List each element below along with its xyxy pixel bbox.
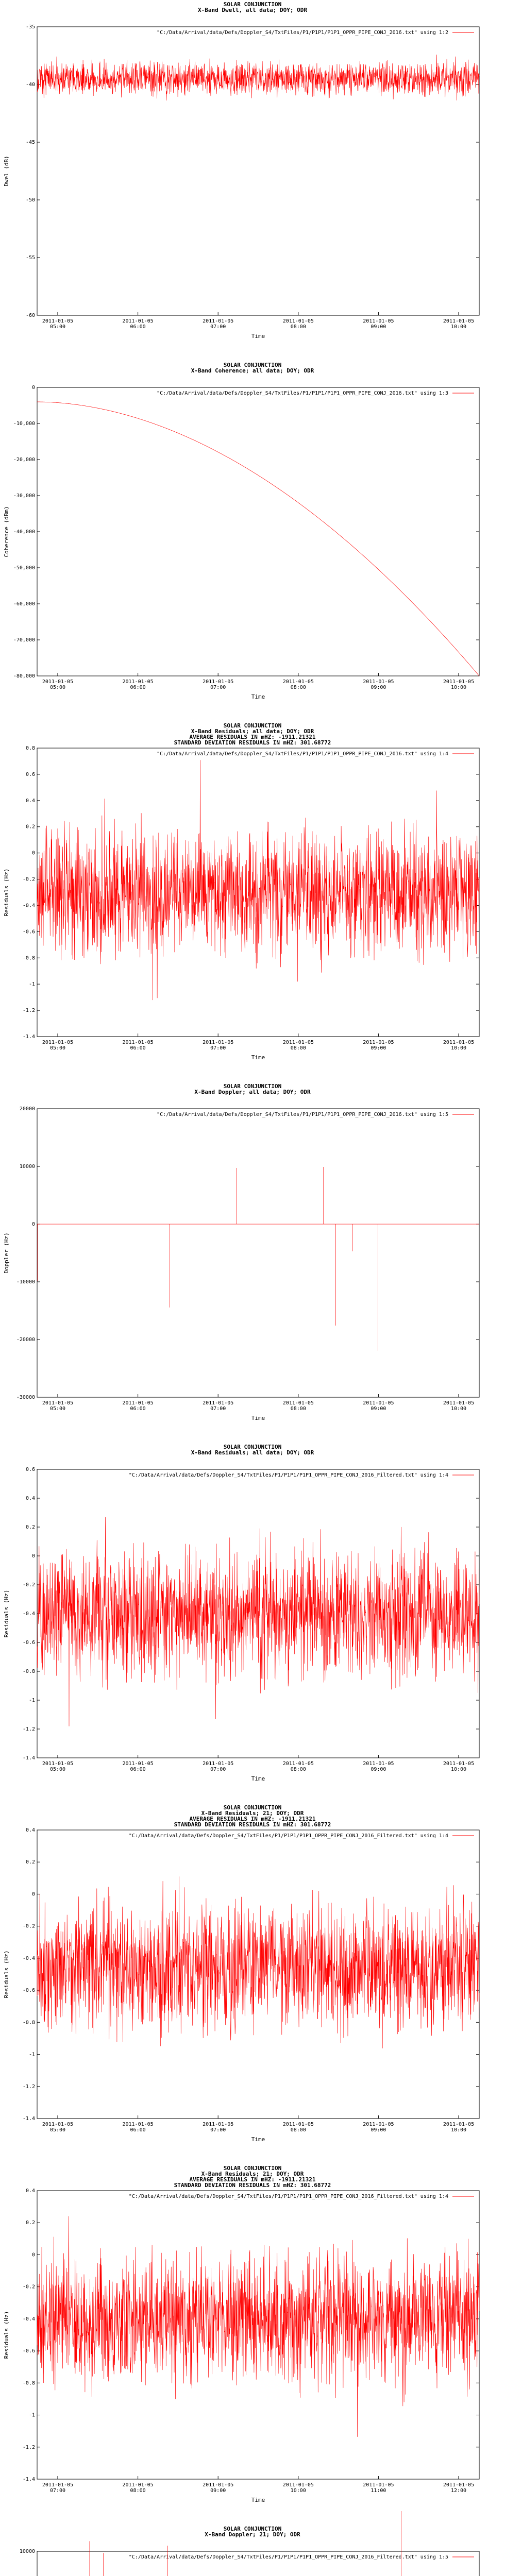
x-tick-label: 2011-01-05: [42, 1761, 74, 1767]
y-tick-label: 0.6: [25, 1467, 35, 1472]
chart-title: AVERAGE RESIDUALS IN mHZ: -1911.21321: [189, 734, 316, 740]
y-tick-label: 0.4: [25, 2188, 35, 2194]
y-tick-label: 0.8: [25, 745, 35, 751]
x-tick-label: 07:00: [49, 2488, 66, 2494]
chart-svg: [0, 1803, 505, 2164]
chart-title: AVERAGE RESIDUALS IN mHZ: -1911.21321: [189, 1816, 316, 1822]
y-tick-label: -20,000: [13, 457, 35, 463]
chart-svg: [0, 361, 505, 721]
y-tick-label: 0: [31, 1553, 35, 1559]
y-tick-label: 20000: [19, 1106, 35, 1112]
x-tick-label: 06:00: [130, 1045, 146, 1051]
y-tick-label: 10000: [19, 1164, 35, 1170]
chart-svg: [0, 0, 505, 361]
x-axis-label: Time: [251, 2497, 265, 2503]
chart-svg: [0, 1443, 505, 1803]
y-tick-label: -45: [25, 140, 35, 145]
y-tick-label: -1.4: [22, 1755, 35, 1761]
x-tick-label: 2011-01-05: [282, 318, 314, 324]
y-tick-label: -0.8: [22, 1669, 35, 1674]
legend-label: "C:/Data/Arrival/data/Defs/Doppler_S4/TxtFiles/P1/P1P1/P1P1_OPPR_PIPE_CONJ_2016_Filtered.txt" using 1:4: [128, 2194, 448, 2199]
x-tick-label: 10:00: [290, 2488, 306, 2494]
series-line: [37, 1167, 479, 1351]
x-tick-label: 2011-01-05: [203, 1400, 234, 1406]
y-tick-label: -30,000: [13, 493, 35, 499]
plot-frame: [37, 27, 479, 315]
x-tick-label: 2011-01-05: [363, 318, 394, 324]
series-line: [37, 402, 479, 676]
y-tick-label: -0.8: [22, 2380, 35, 2386]
x-tick-label: 05:00: [49, 324, 66, 330]
series-line: [37, 1517, 479, 1726]
series-line: [37, 55, 479, 100]
plot-frame: [37, 387, 479, 676]
chart-title: SOLAR CONJUNCTION: [223, 2165, 282, 2172]
chart-title: SOLAR CONJUNCTION: [223, 2526, 282, 2532]
chart-title: X-Band Residuals; all data; DOY; ODR: [191, 1449, 314, 1456]
y-tick-label: -0.4: [22, 2316, 35, 2322]
x-tick-label: 08:00: [290, 1406, 306, 1412]
chart-title: X-Band Doppler; all data; DOY; ODR: [194, 1089, 311, 1095]
x-tick-label: 2011-01-05: [122, 318, 154, 324]
x-tick-label: 10:00: [450, 1045, 467, 1051]
y-axis-label: Residuals (Hz): [3, 2311, 10, 2359]
chart-title: AVERAGE RESIDUALS IN mHZ: -1911.21321: [189, 2176, 316, 2183]
y-tick-label: -10000: [16, 1279, 35, 1285]
chart-panel: [0, 1443, 505, 1803]
y-tick-label: 0: [31, 1891, 35, 1897]
x-tick-label: 07:00: [210, 1767, 226, 1772]
x-axis-label: Time: [251, 693, 265, 700]
x-tick-label: 08:00: [290, 2127, 306, 2133]
x-tick-label: 08:00: [290, 1767, 306, 1772]
chart-title: X-Band Residuals; 21; DOY; ODR: [201, 2171, 304, 2177]
x-axis-label: Time: [251, 333, 265, 340]
y-tick-label: -0.6: [22, 2348, 35, 2354]
y-tick-label: -0.6: [22, 1640, 35, 1646]
y-tick-label: -1.4: [22, 1034, 35, 1040]
chart-panel: [0, 2164, 505, 2524]
chart-panel: [0, 361, 505, 721]
x-tick-label: 10:00: [450, 1767, 467, 1772]
chart-title: X-Band Doppler; 21; DOY; ODR: [205, 2531, 300, 2538]
y-tick-label: -1: [28, 2052, 35, 2058]
x-tick-label: 07:00: [210, 1045, 226, 1051]
x-tick-label: 05:00: [49, 1406, 66, 1412]
x-tick-label: 2011-01-05: [282, 2122, 314, 2127]
x-tick-label: 2011-01-05: [42, 1400, 74, 1406]
x-tick-label: 2011-01-05: [282, 1400, 314, 1406]
x-tick-label: 2011-01-05: [203, 2482, 234, 2488]
x-axis-label: Time: [251, 2136, 265, 2143]
chart-title: STANDARD DEVIATION RESIDUALS IN mHZ: 301.68772: [174, 2182, 331, 2189]
x-tick-label: 2011-01-05: [282, 1040, 314, 1045]
y-tick-label: -1.2: [22, 1008, 35, 1014]
x-tick-label: 05:00: [49, 1045, 66, 1051]
x-tick-label: 2011-01-05: [122, 1400, 154, 1406]
x-tick-label: 2011-01-05: [122, 2482, 154, 2488]
chart-title: STANDARD DEVIATION RESIDUALS IN mHZ: 301.68772: [174, 1821, 331, 1828]
x-tick-label: 09:00: [371, 685, 386, 690]
y-tick-label: -0.4: [22, 1611, 35, 1617]
legend-label: "C:/Data/Arrival/data/Defs/Doppler_S4/TxtFiles/P1/P1P1/P1P1_OPPR_PIPE_CONJ_2016.txt" using 1:2: [157, 30, 448, 36]
x-tick-label: 05:00: [49, 2127, 66, 2133]
x-tick-label: 12:00: [450, 2488, 467, 2494]
x-tick-label: 07:00: [210, 685, 226, 690]
y-tick-label: -0.8: [22, 955, 35, 961]
y-tick-label: -0.6: [22, 929, 35, 935]
x-tick-label: 06:00: [130, 1767, 146, 1772]
y-tick-label: -70,000: [13, 637, 35, 643]
x-tick-label: 2011-01-05: [443, 1040, 475, 1045]
chart-title: X-Band Dwell, all data; DOY; ODR: [198, 7, 307, 13]
y-tick-label: -35: [25, 24, 35, 30]
x-tick-label: 2011-01-05: [122, 1761, 154, 1767]
y-tick-label: -1.4: [22, 2477, 35, 2482]
y-tick-label: 0: [31, 1222, 35, 1227]
x-tick-label: 06:00: [130, 1406, 146, 1412]
x-tick-label: 2011-01-05: [443, 318, 475, 324]
y-tick-label: 0.2: [25, 2220, 35, 2226]
x-tick-label: 05:00: [49, 685, 66, 690]
chart-title: SOLAR CONJUNCTION: [223, 1083, 282, 1090]
x-tick-label: 09:00: [371, 1045, 386, 1051]
x-tick-label: 08:00: [290, 324, 306, 330]
y-tick-label: -10,000: [13, 421, 35, 427]
y-tick-label: -40: [25, 82, 35, 88]
x-tick-label: 09:00: [371, 1767, 386, 1772]
x-tick-label: 2011-01-05: [282, 679, 314, 685]
y-tick-label: 0.4: [25, 1496, 35, 1501]
x-tick-label: 06:00: [130, 324, 146, 330]
series-line: [37, 2216, 479, 2437]
x-tick-label: 2011-01-05: [42, 679, 74, 685]
y-tick-label: -1: [28, 1698, 35, 1703]
chart-svg: [0, 2524, 505, 2576]
legend-label: "C:/Data/Arrival/data/Defs/Doppler_S4/TxtFiles/P1/P1P1/P1P1_OPPR_PIPE_CONJ_2016_Filtered.txt" using 1:4: [128, 1472, 448, 1478]
y-tick-label: -0.4: [22, 1955, 35, 1961]
x-tick-label: 08:00: [130, 2488, 146, 2494]
chart-title: SOLAR CONJUNCTION: [223, 1804, 282, 1811]
y-tick-label: 0.4: [25, 1827, 35, 1833]
y-tick-label: -0.2: [22, 2284, 35, 2290]
y-tick-label: -80,000: [13, 673, 35, 679]
y-tick-label: -1.4: [22, 2116, 35, 2122]
x-tick-label: 2011-01-05: [282, 2482, 314, 2488]
x-tick-label: 2011-01-05: [443, 2482, 475, 2488]
x-tick-label: 06:00: [130, 685, 146, 690]
y-tick-label: 10000: [19, 2549, 35, 2554]
y-axis-label: Residuals (Hz): [3, 868, 10, 917]
chart-title: X-Band Residuals; all data; DOY; ODR: [191, 728, 314, 735]
y-tick-label: -1.2: [22, 1726, 35, 1732]
x-axis-label: Time: [251, 1054, 265, 1061]
x-tick-label: 2011-01-05: [203, 679, 234, 685]
chart-title: X-Band Coherence; all data; DOY; ODR: [191, 367, 314, 374]
x-tick-label: 05:00: [49, 1767, 66, 1772]
chart-title: SOLAR CONJUNCTION: [223, 362, 282, 368]
y-tick-label: -55: [25, 255, 35, 261]
y-tick-label: -1: [28, 2412, 35, 2418]
y-tick-label: -0.2: [22, 1923, 35, 1929]
x-tick-label: 2011-01-05: [443, 2122, 475, 2127]
legend-label: "C:/Data/Arrival/data/Defs/Doppler_S4/TxtFiles/P1/P1P1/P1P1_OPPR_PIPE_CONJ_2016.txt" using 1:5: [157, 1112, 448, 1117]
y-tick-label: -0.6: [22, 1988, 35, 1994]
chart-svg: [0, 1082, 505, 1443]
chart-svg: [0, 721, 505, 1082]
x-tick-label: 2011-01-05: [363, 679, 394, 685]
y-axis-label: Coherence (dBm): [3, 506, 10, 557]
y-tick-label: -0.2: [22, 1582, 35, 1588]
chart-title: SOLAR CONJUNCTION: [223, 1, 282, 8]
chart-panel: [0, 721, 505, 1082]
x-tick-label: 09:00: [371, 2127, 386, 2133]
y-tick-label: 0: [31, 385, 35, 391]
x-tick-label: 2011-01-05: [42, 318, 74, 324]
x-tick-label: 2011-01-05: [42, 2122, 74, 2127]
x-tick-label: 2011-01-05: [42, 1040, 74, 1045]
x-tick-label: 11:00: [371, 2488, 386, 2494]
y-tick-label: -50,000: [13, 565, 35, 571]
x-tick-label: 2011-01-05: [363, 1761, 394, 1767]
y-tick-label: -0.2: [22, 876, 35, 883]
x-tick-label: 2011-01-05: [203, 1040, 234, 1045]
x-tick-label: 2011-01-05: [203, 1761, 234, 1767]
plot-frame: [37, 1109, 479, 1397]
y-tick-label: -1: [28, 981, 35, 988]
x-tick-label: 10:00: [450, 2127, 467, 2133]
y-axis-label: Doppler (Hz): [3, 1232, 10, 1274]
x-tick-label: 09:00: [371, 324, 386, 330]
y-axis-label: Residuals (Hz): [3, 1589, 10, 1638]
x-tick-label: 07:00: [210, 1406, 226, 1412]
x-tick-label: 2011-01-05: [363, 1400, 394, 1406]
chart-panel: [0, 1082, 505, 1443]
chart-title: STANDARD DEVIATION RESIDUALS IN mHZ: 301.68772: [174, 739, 331, 746]
x-tick-label: 10:00: [450, 685, 467, 690]
x-tick-label: 10:00: [450, 324, 467, 330]
series-line: [37, 1876, 479, 2048]
x-tick-label: 2011-01-05: [42, 2482, 74, 2488]
x-tick-label: 2011-01-05: [122, 2122, 154, 2127]
x-tick-label: 2011-01-05: [443, 679, 475, 685]
y-axis-label: Residuals (Hz): [3, 1950, 10, 1998]
x-tick-label: 07:00: [210, 2127, 226, 2133]
y-tick-label: -30000: [16, 1395, 35, 1400]
x-tick-label: 2011-01-05: [282, 1761, 314, 1767]
chart-title: X-Band Residuals; 21; DOY; ODR: [201, 1810, 304, 1817]
x-axis-label: Time: [251, 1415, 265, 1421]
x-tick-label: 2011-01-05: [443, 1761, 475, 1767]
x-tick-label: 2011-01-05: [363, 2482, 394, 2488]
legend-label: "C:/Data/Arrival/data/Defs/Doppler_S4/TxtFiles/P1/P1P1/P1P1_OPPR_PIPE_CONJ_2016.txt" using 1:3: [157, 391, 448, 396]
y-tick-label: 0: [31, 850, 35, 856]
chart-title: SOLAR CONJUNCTION: [223, 1444, 282, 1450]
y-tick-label: -1.2: [22, 2083, 35, 2090]
series-line: [37, 760, 479, 1000]
x-tick-label: 09:00: [371, 1406, 386, 1412]
x-tick-label: 2011-01-05: [363, 1040, 394, 1045]
x-tick-label: 2011-01-05: [443, 1400, 475, 1406]
x-tick-label: 07:00: [210, 324, 226, 330]
legend-label: "C:/Data/Arrival/data/Defs/Doppler_S4/TxtFiles/P1/P1P1/P1P1_OPPR_PIPE_CONJ_2016.txt" using 1:4: [157, 751, 448, 757]
y-tick-label: -1.2: [22, 2444, 35, 2450]
x-tick-label: 2011-01-05: [203, 318, 234, 324]
y-tick-label: 0.2: [25, 824, 35, 830]
y-tick-label: -60,000: [13, 601, 35, 607]
y-tick-label: -0.8: [22, 2020, 35, 2026]
x-tick-label: 2011-01-05: [363, 2122, 394, 2127]
chart-title: SOLAR CONJUNCTION: [223, 722, 282, 729]
y-tick-label: 0.6: [25, 771, 35, 777]
legend-label: "C:/Data/Arrival/data/Defs/Doppler_S4/TxtFiles/P1/P1P1/P1P1_OPPR_PIPE_CONJ_2016_Filtered.txt" using 1:4: [128, 1833, 448, 1839]
chart-panel: [0, 1803, 505, 2164]
x-tick-label: 08:00: [290, 685, 306, 690]
y-tick-label: 0.2: [25, 1524, 35, 1530]
y-tick-label: 0.4: [25, 798, 35, 804]
x-tick-label: 06:00: [130, 2127, 146, 2133]
y-tick-label: 0: [31, 2252, 35, 2258]
y-tick-label: -20000: [16, 1337, 35, 1343]
x-tick-label: 2011-01-05: [203, 2122, 234, 2127]
x-tick-label: 09:00: [210, 2488, 226, 2494]
x-tick-label: 2011-01-05: [122, 1040, 154, 1045]
legend-label: "C:/Data/Arrival/data/Defs/Doppler_S4/TxtFiles/P1/P1P1/P1P1_OPPR_PIPE_CONJ_2016_Filtered.txt" using 1:5: [128, 2554, 448, 2560]
x-tick-label: 08:00: [290, 1045, 306, 1051]
chart-panel: [0, 0, 505, 361]
chart-svg: [0, 2164, 505, 2524]
y-tick-label: -40,000: [13, 529, 35, 535]
x-axis-label: Time: [251, 1775, 265, 1782]
x-tick-label: 2011-01-05: [122, 679, 154, 685]
chart-panel: [0, 2524, 505, 2576]
y-axis-label: Dwel (dB): [3, 156, 10, 187]
y-tick-label: -0.4: [22, 903, 35, 909]
y-tick-label: -50: [25, 197, 35, 203]
y-tick-label: -60: [25, 313, 35, 318]
y-tick-label: 0.2: [25, 1859, 35, 1866]
x-tick-label: 10:00: [450, 1406, 467, 1412]
